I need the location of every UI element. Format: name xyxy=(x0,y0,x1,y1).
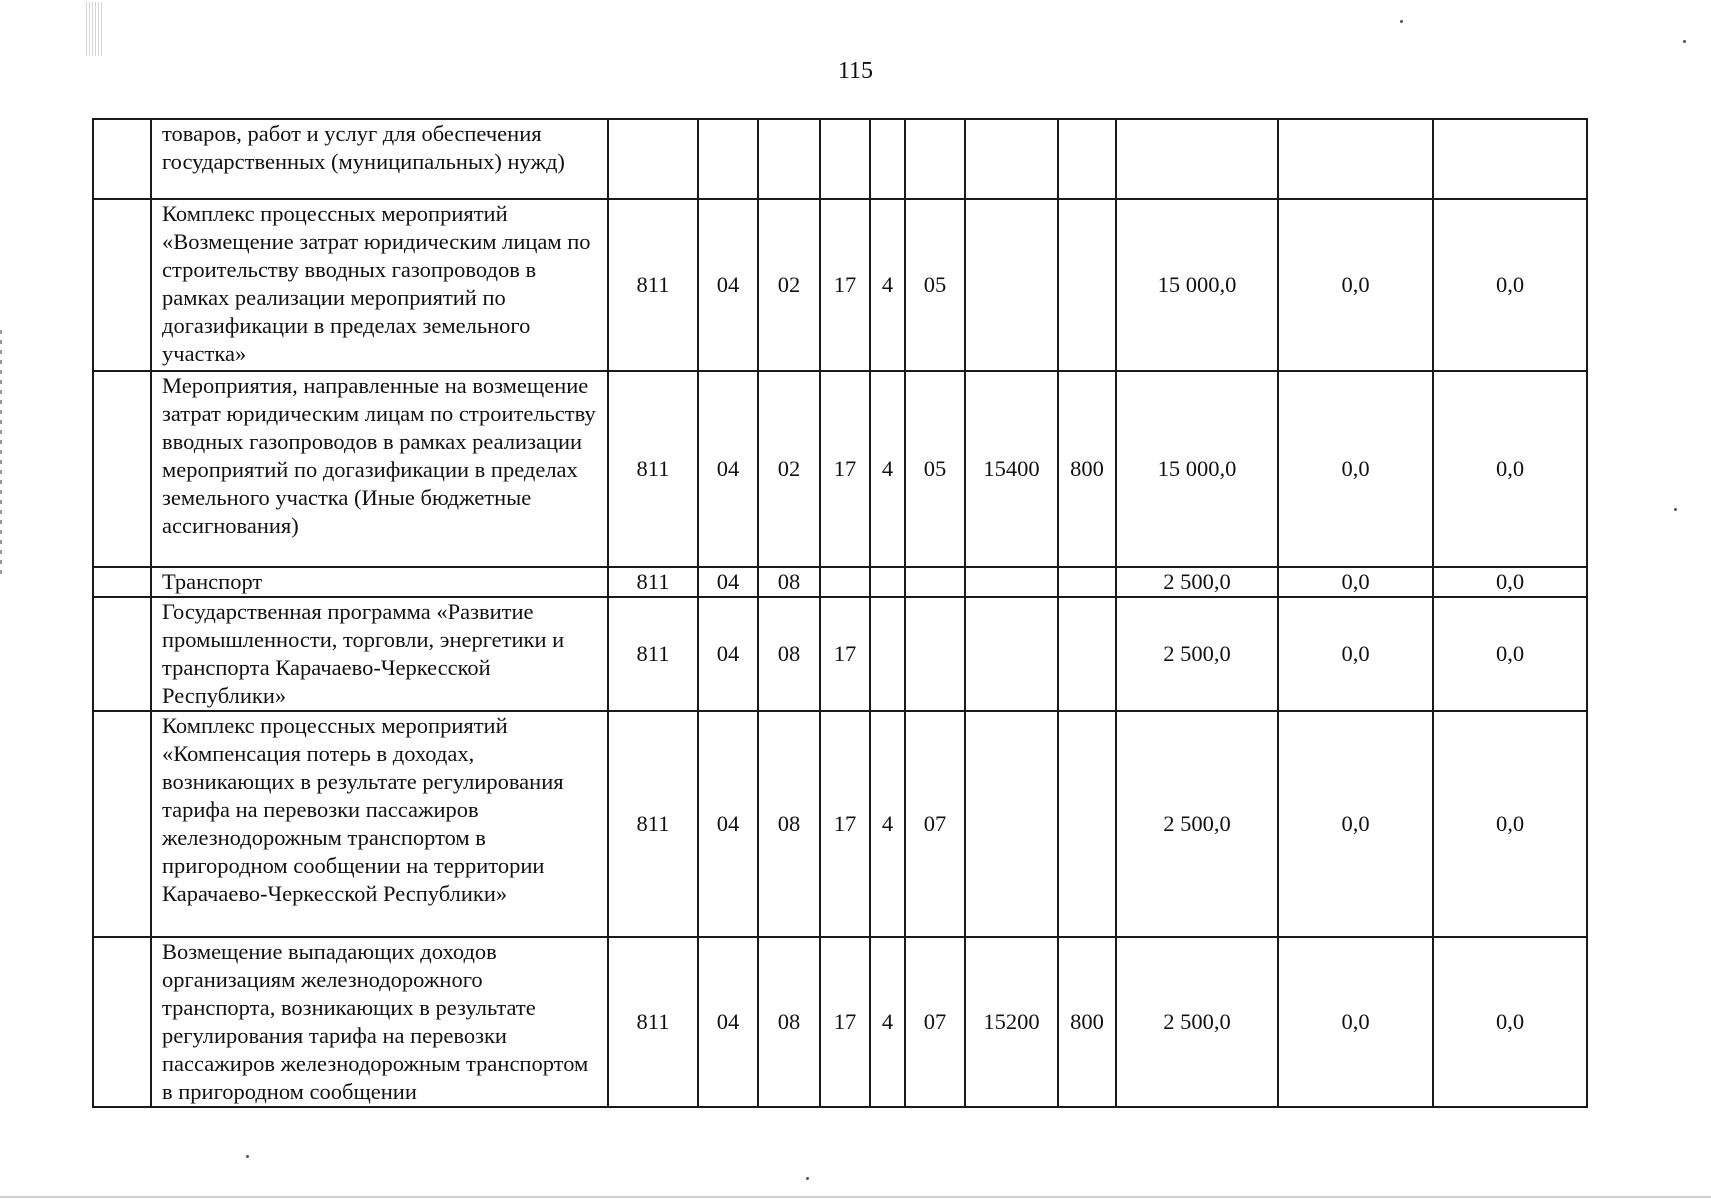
cell-expense-type xyxy=(1058,711,1116,937)
cell-amount-3 xyxy=(1433,119,1587,199)
cell-subsection: 08 xyxy=(758,937,820,1107)
row-index-cell xyxy=(93,199,151,371)
cell-amount-1 xyxy=(1116,119,1278,199)
cell-amount-3: 0,0 xyxy=(1433,371,1587,567)
table-row xyxy=(93,937,1587,1107)
cell-direction xyxy=(965,711,1058,937)
cell-program-type xyxy=(870,119,905,199)
cell-subprogram xyxy=(905,567,965,597)
scan-bottom-edge xyxy=(0,1196,1711,1198)
cell-amount-3: 0,0 xyxy=(1433,199,1587,371)
cell-amount-2: 0,0 xyxy=(1278,937,1433,1107)
table-row xyxy=(93,597,1587,711)
cell-amount-2: 0,0 xyxy=(1278,567,1433,597)
page-number: 115 xyxy=(837,58,874,84)
scan-speck xyxy=(1400,20,1403,23)
scan-speck xyxy=(806,1177,809,1180)
row-index-cell xyxy=(93,371,151,567)
cell-program: 17 xyxy=(820,597,870,711)
cell-direction xyxy=(965,597,1058,711)
cell-ministry-code: 811 xyxy=(608,597,698,711)
cell-program xyxy=(820,119,870,199)
cell-subsection: 08 xyxy=(758,711,820,937)
cell-program xyxy=(820,567,870,597)
cell-amount-1: 2 500,0 xyxy=(1116,597,1278,711)
table-row xyxy=(93,371,1587,567)
table-row xyxy=(93,567,1587,597)
cell-section xyxy=(698,119,758,199)
cell-amount-1: 15 000,0 xyxy=(1116,371,1278,567)
cell-direction xyxy=(965,567,1058,597)
cell-program-type: 4 xyxy=(870,937,905,1107)
cell-direction: 15400 xyxy=(965,371,1058,567)
cell-amount-2: 0,0 xyxy=(1278,597,1433,711)
cell-section: 04 xyxy=(698,371,758,567)
cell-section: 04 xyxy=(698,711,758,937)
row-name: Мероприятия, направленные на возмещение затрат юридическим лицам по строительству вводных газопроводов в рамках реализации мероприятий по догазификации в пределах земельного участка (Иные бюджетные ассигнования) xyxy=(151,371,608,567)
scan-artifact xyxy=(86,2,102,56)
row-index-cell xyxy=(93,119,151,199)
row-index-cell xyxy=(93,711,151,937)
cell-subprogram: 05 xyxy=(905,199,965,371)
cell-program: 17 xyxy=(820,711,870,937)
cell-subsection: 02 xyxy=(758,199,820,371)
cell-direction xyxy=(965,119,1058,199)
cell-amount-2: 0,0 xyxy=(1278,371,1433,567)
cell-program-type xyxy=(870,567,905,597)
table-row xyxy=(93,711,1587,937)
budget-table xyxy=(92,118,1588,1108)
row-index-cell xyxy=(93,937,151,1107)
cell-ministry-code: 811 xyxy=(608,711,698,937)
cell-ministry-code: 811 xyxy=(608,199,698,371)
cell-direction: 15200 xyxy=(965,937,1058,1107)
cell-subprogram xyxy=(905,597,965,711)
cell-expense-type: 800 xyxy=(1058,937,1116,1107)
cell-subsection: 02 xyxy=(758,371,820,567)
cell-subsection xyxy=(758,119,820,199)
cell-ministry-code: 811 xyxy=(608,371,698,567)
cell-program-type: 4 xyxy=(870,371,905,567)
cell-program-type: 4 xyxy=(870,199,905,371)
cell-direction xyxy=(965,199,1058,371)
cell-ministry-code: 811 xyxy=(608,567,698,597)
cell-program: 17 xyxy=(820,371,870,567)
cell-program-type: 4 xyxy=(870,711,905,937)
cell-subsection: 08 xyxy=(758,567,820,597)
cell-amount-1: 2 500,0 xyxy=(1116,567,1278,597)
cell-amount-3: 0,0 xyxy=(1433,567,1587,597)
cell-amount-2: 0,0 xyxy=(1278,199,1433,371)
cell-section: 04 xyxy=(698,199,758,371)
cell-subprogram: 07 xyxy=(905,711,965,937)
cell-ministry-code xyxy=(608,119,698,199)
row-name: Государственная программа «Развитие промышленности, торговли, энергетики и транспорта Карачаево-Черкесской Республики» xyxy=(151,597,608,711)
cell-amount-3: 0,0 xyxy=(1433,711,1587,937)
cell-program: 17 xyxy=(820,199,870,371)
cell-program-type xyxy=(870,597,905,711)
row-index-cell xyxy=(93,597,151,711)
cell-expense-type xyxy=(1058,199,1116,371)
row-name: Возмещение выпадающих доходов организациям железнодорожного транспорта, возникающих в результате регулирования тарифа на перевозки пассажиров железнодорожным транспортом в пригородном сообщении xyxy=(151,937,608,1107)
cell-subprogram xyxy=(905,119,965,199)
row-index-cell xyxy=(93,567,151,597)
scan-speck xyxy=(1674,508,1677,511)
cell-amount-3: 0,0 xyxy=(1433,937,1587,1107)
cell-section: 04 xyxy=(698,567,758,597)
row-name: Транспорт xyxy=(151,567,608,597)
cell-amount-1: 2 500,0 xyxy=(1116,711,1278,937)
cell-section: 04 xyxy=(698,597,758,711)
left-edge-dash xyxy=(0,330,2,580)
cell-amount-2 xyxy=(1278,119,1433,199)
row-name: Комплекс процессных мероприятий «Компенсация потерь в доходах, возникающих в результате регулирования тарифа на перевозки пассажиров железнодорожным транспортом в пригородном сообщении на территории Карачаево-Черкесской Республики» xyxy=(151,711,608,937)
cell-amount-1: 15 000,0 xyxy=(1116,199,1278,371)
scan-speck xyxy=(246,1155,249,1158)
cell-amount-3: 0,0 xyxy=(1433,597,1587,711)
cell-program: 17 xyxy=(820,937,870,1107)
cell-amount-1: 2 500,0 xyxy=(1116,937,1278,1107)
cell-amount-2: 0,0 xyxy=(1278,711,1433,937)
cell-subprogram: 05 xyxy=(905,371,965,567)
scan-speck xyxy=(1683,40,1686,43)
cell-expense-type xyxy=(1058,597,1116,711)
cell-section: 04 xyxy=(698,937,758,1107)
row-name: Комплекс процессных мероприятий «Возмещение затрат юридическим лицам по строительству вводных газопроводов в рамках реализации мероприятий по догазификации в пределах земельного участка» xyxy=(151,199,608,371)
cell-subprogram: 07 xyxy=(905,937,965,1107)
row-name: товаров, работ и услуг для обеспечения государственных (муниципальных) нужд) xyxy=(151,119,608,199)
table-row xyxy=(93,199,1587,371)
cell-expense-type: 800 xyxy=(1058,371,1116,567)
cell-subsection: 08 xyxy=(758,597,820,711)
cell-ministry-code: 811 xyxy=(608,937,698,1107)
cell-expense-type xyxy=(1058,119,1116,199)
table-row xyxy=(93,119,1587,199)
cell-expense-type xyxy=(1058,567,1116,597)
